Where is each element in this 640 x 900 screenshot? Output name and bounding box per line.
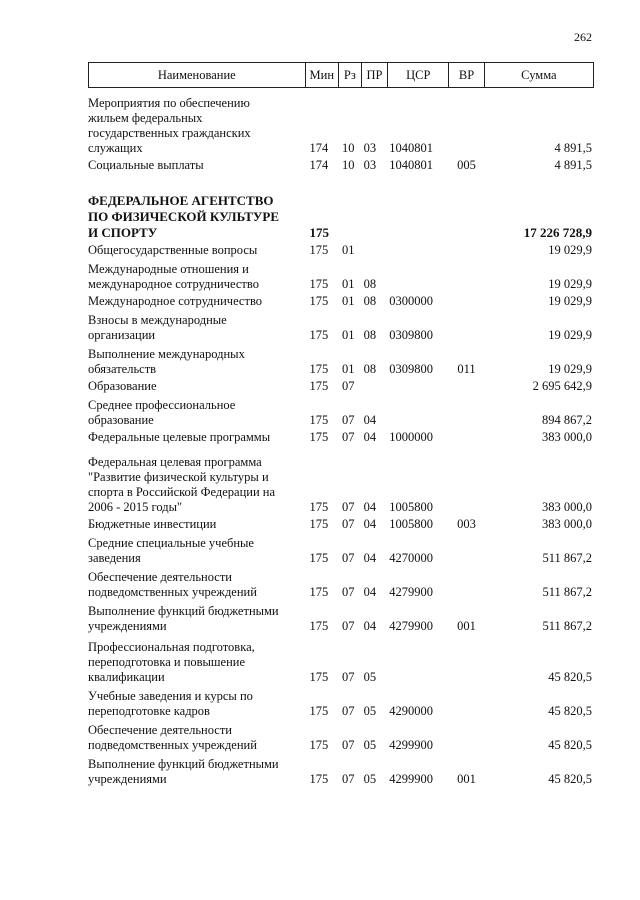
column-header-sum: Сумма	[521, 67, 557, 82]
table-row	[88, 430, 594, 445]
cell-name-line: ПО ФИЗИЧЕСКОЙ КУЛЬТУРЕ	[88, 209, 280, 224]
cell-name-line: жильем федеральных	[88, 111, 203, 125]
cell-name	[88, 570, 310, 600]
cell-name	[88, 640, 310, 685]
table-header	[88, 62, 594, 88]
cell-rz: 07	[342, 413, 355, 427]
cell-min: 175	[309, 585, 329, 599]
cell-min: 175	[309, 362, 329, 376]
cell-pr: 03	[363, 158, 377, 172]
cell-csr: 0309800	[389, 328, 434, 342]
cell-name-line: Среднее профессиональное	[88, 398, 236, 412]
cell-rz: 10	[342, 141, 355, 155]
cell-name-line: подведомственных учреждений	[88, 738, 257, 752]
cell-pr: 04	[363, 585, 377, 599]
cell-csr: 1040801	[389, 158, 434, 172]
cell-name-line: Международное сотрудничество	[88, 294, 263, 308]
cell-rz: 01	[342, 294, 355, 308]
cell-name	[88, 193, 310, 241]
cell-name-line: государственных гражданских	[88, 126, 251, 140]
cell-sum: 511 867,2	[542, 551, 593, 565]
cell-rz: 07	[342, 704, 355, 718]
cell-name	[88, 347, 310, 377]
column-header-rz: Рз	[339, 63, 362, 87]
cell-sum: 4 891,5	[554, 141, 593, 155]
cell-name	[88, 757, 310, 787]
cell-sum: 894 867,2	[542, 413, 593, 427]
cell-sum: 2 695 642,9	[532, 379, 593, 393]
cell-sum: 45 820,5	[548, 772, 593, 786]
cell-pr: 04	[363, 517, 377, 531]
table-row	[88, 347, 594, 377]
cell-rz: 07	[342, 430, 355, 444]
cell-sum: 17 226 728,9	[523, 225, 593, 240]
cell-name-line: Профессиональная подготовка,	[88, 640, 255, 654]
cell-name-line: переподготовке кадров	[88, 704, 210, 718]
cell-vr: 011	[457, 362, 476, 376]
cell-name	[88, 243, 310, 258]
cell-rz: 10	[342, 158, 355, 172]
cell-sum: 45 820,5	[548, 738, 593, 752]
table-row	[88, 313, 594, 343]
cell-name	[88, 455, 310, 515]
cell-sum: 19 029,9	[548, 362, 593, 376]
cell-csr: 4279900	[389, 585, 434, 599]
cell-name-line: Федеральная целевая программа	[88, 455, 262, 469]
column-header-min: Мин	[306, 63, 339, 87]
cell-rz: 01	[342, 277, 355, 291]
cell-vr: 003	[457, 517, 476, 531]
cell-rz: 07	[342, 551, 355, 565]
cell-min: 175	[309, 500, 329, 514]
cell-sum: 383 000,0	[542, 500, 593, 514]
cell-name-line: учреждениями	[88, 619, 167, 633]
cell-rz: 07	[342, 619, 355, 633]
cell-csr: 4279900	[389, 619, 434, 633]
cell-sum: 19 029,9	[548, 243, 593, 257]
table-row	[88, 604, 594, 634]
cell-min: 175	[309, 738, 329, 752]
table-row	[88, 398, 594, 428]
cell-name-line: международное сотрудничество	[88, 277, 259, 291]
cell-name-line: Международные отношения и	[88, 262, 249, 276]
cell-name-line: Выполнение функций бюджетными	[88, 757, 279, 771]
table-row	[88, 262, 594, 292]
cell-min: 175	[309, 413, 329, 427]
table-row	[88, 723, 594, 753]
cell-name-line: заведения	[88, 551, 141, 565]
cell-min: 174	[309, 141, 329, 155]
cell-name-line: Выполнение функций бюджетными	[88, 604, 279, 618]
cell-min: 175	[309, 670, 329, 684]
cell-name-line: 2006 - 2015 годы"	[88, 500, 183, 514]
cell-name-line: Образование	[88, 379, 157, 393]
cell-name	[88, 398, 310, 428]
cell-min: 175	[309, 277, 329, 291]
table-row	[88, 536, 594, 566]
cell-name-line: учреждениями	[88, 772, 167, 786]
cell-pr: 08	[363, 277, 377, 291]
cell-min: 174	[309, 158, 329, 172]
cell-pr: 05	[363, 772, 377, 786]
cell-name-line: И СПОРТУ	[88, 225, 158, 240]
cell-name	[88, 723, 310, 753]
cell-min: 175	[309, 551, 329, 565]
cell-name-line: служащих	[88, 141, 143, 155]
cell-min: 175	[309, 430, 329, 444]
cell-rz: 01	[342, 362, 355, 376]
cell-name-line: Обеспечение деятельности	[88, 570, 233, 584]
cell-csr: 1000000	[389, 430, 434, 444]
cell-name-line: "Развитие физической культуры и	[88, 470, 269, 484]
cell-sum: 4 891,5	[554, 158, 593, 172]
cell-vr: 001	[457, 772, 476, 786]
cell-sum: 19 029,9	[548, 294, 593, 308]
cell-csr: 1005800	[389, 500, 434, 514]
cell-sum: 19 029,9	[548, 328, 593, 342]
cell-csr: 1005800	[389, 517, 434, 531]
cell-min: 175	[309, 517, 329, 531]
cell-sum: 383 000,0	[542, 430, 593, 444]
cell-pr: 05	[363, 670, 377, 684]
table-row	[88, 640, 594, 685]
cell-sum: 383 000,0	[542, 517, 593, 531]
column-header-name: Наименование	[89, 63, 306, 87]
cell-name	[88, 96, 310, 156]
cell-rz: 07	[342, 500, 355, 514]
cell-csr: 4299900	[389, 772, 434, 786]
page-number: 262	[574, 30, 592, 44]
cell-sum: 511 867,2	[542, 619, 593, 633]
cell-min: 175	[309, 243, 329, 257]
cell-name-line: подведомственных учреждений	[88, 585, 257, 599]
cell-min: 175	[309, 704, 329, 718]
cell-name-line: Учебные заведения и курсы по	[88, 689, 253, 703]
cell-pr: 03	[363, 141, 377, 155]
cell-name-line: образование	[88, 413, 154, 427]
cell-pr: 04	[363, 430, 377, 444]
cell-name	[88, 430, 310, 445]
table-row	[88, 96, 594, 156]
cell-pr: 04	[363, 500, 377, 514]
cell-name	[88, 262, 310, 292]
cell-name	[88, 689, 310, 719]
cell-min: 175	[309, 225, 330, 240]
cell-sum: 45 820,5	[548, 704, 593, 718]
cell-rz: 07	[342, 670, 355, 684]
cell-csr: 4290000	[389, 704, 434, 718]
cell-name	[88, 294, 310, 309]
cell-name-line: спорта в Российской Федерации на	[88, 485, 276, 499]
cell-name-line: Средние специальные учебные	[88, 536, 254, 550]
agency-heading-row	[88, 193, 594, 241]
cell-pr: 04	[363, 551, 377, 565]
cell-name-line: Выполнение международных	[88, 347, 245, 361]
cell-rz: 01	[342, 243, 355, 257]
table-row	[88, 757, 594, 787]
table-row	[88, 243, 594, 258]
cell-rz: 07	[342, 585, 355, 599]
column-header-vr: ВР	[449, 63, 484, 87]
table-row	[88, 294, 594, 309]
cell-csr: 4270000	[389, 551, 434, 565]
cell-csr: 0309800	[389, 362, 434, 376]
table-row	[88, 158, 594, 173]
cell-min: 175	[309, 772, 329, 786]
cell-min: 175	[309, 379, 329, 393]
cell-pr: 05	[363, 738, 377, 752]
cell-name	[88, 313, 310, 343]
cell-name	[88, 517, 310, 532]
table-row	[88, 570, 594, 600]
cell-rz: 07	[342, 379, 355, 393]
column-header-csr: ЦСР	[388, 63, 449, 87]
cell-name-line: ФЕДЕРАЛЬНОЕ АГЕНТСТВО	[88, 193, 274, 208]
cell-name-line: Мероприятия по обеспечению	[88, 96, 250, 110]
cell-pr: 04	[363, 619, 377, 633]
table-row	[88, 689, 594, 719]
cell-pr: 04	[363, 413, 377, 427]
cell-rz: 07	[342, 738, 355, 752]
cell-name-line: Обеспечение деятельности	[88, 723, 233, 737]
cell-name	[88, 604, 310, 634]
cell-pr: 08	[363, 362, 377, 376]
cell-name-line: квалификации	[88, 670, 165, 684]
cell-rz: 07	[342, 772, 355, 786]
cell-pr: 05	[363, 704, 377, 718]
column-header-pr: ПР	[362, 63, 389, 87]
table-row	[88, 517, 594, 532]
cell-name-line: обязательств	[88, 362, 157, 376]
budget-table	[88, 62, 594, 787]
cell-name	[88, 379, 310, 394]
cell-rz: 01	[342, 328, 355, 342]
table-body	[88, 96, 594, 787]
cell-vr: 001	[457, 619, 476, 633]
cell-name-line: переподготовка и повышение	[88, 655, 246, 669]
cell-csr: 1040801	[389, 141, 434, 155]
cell-csr: 0300000	[389, 294, 434, 308]
cell-sum: 511 867,2	[542, 585, 593, 599]
cell-vr: 005	[457, 158, 476, 172]
cell-pr: 08	[363, 328, 377, 342]
cell-name-line: Бюджетные инвестиции	[88, 517, 217, 531]
cell-name-line: Общегосударственные вопросы	[88, 243, 258, 257]
cell-pr: 08	[363, 294, 377, 308]
table-row	[88, 379, 594, 394]
cell-name	[88, 536, 310, 566]
cell-name	[88, 158, 310, 173]
cell-csr: 4299900	[389, 738, 434, 752]
cell-min: 175	[309, 294, 329, 308]
cell-min: 175	[309, 619, 329, 633]
table-row	[88, 455, 594, 515]
cell-name-line: Федеральные целевые программы	[88, 430, 271, 444]
cell-name-line: организации	[88, 328, 156, 342]
cell-name-line: Социальные выплаты	[88, 158, 204, 172]
cell-sum: 19 029,9	[548, 277, 593, 291]
cell-sum: 45 820,5	[548, 670, 593, 684]
cell-name-line: Взносы в международные	[88, 313, 227, 327]
cell-rz: 07	[342, 517, 355, 531]
cell-min: 175	[309, 328, 329, 342]
